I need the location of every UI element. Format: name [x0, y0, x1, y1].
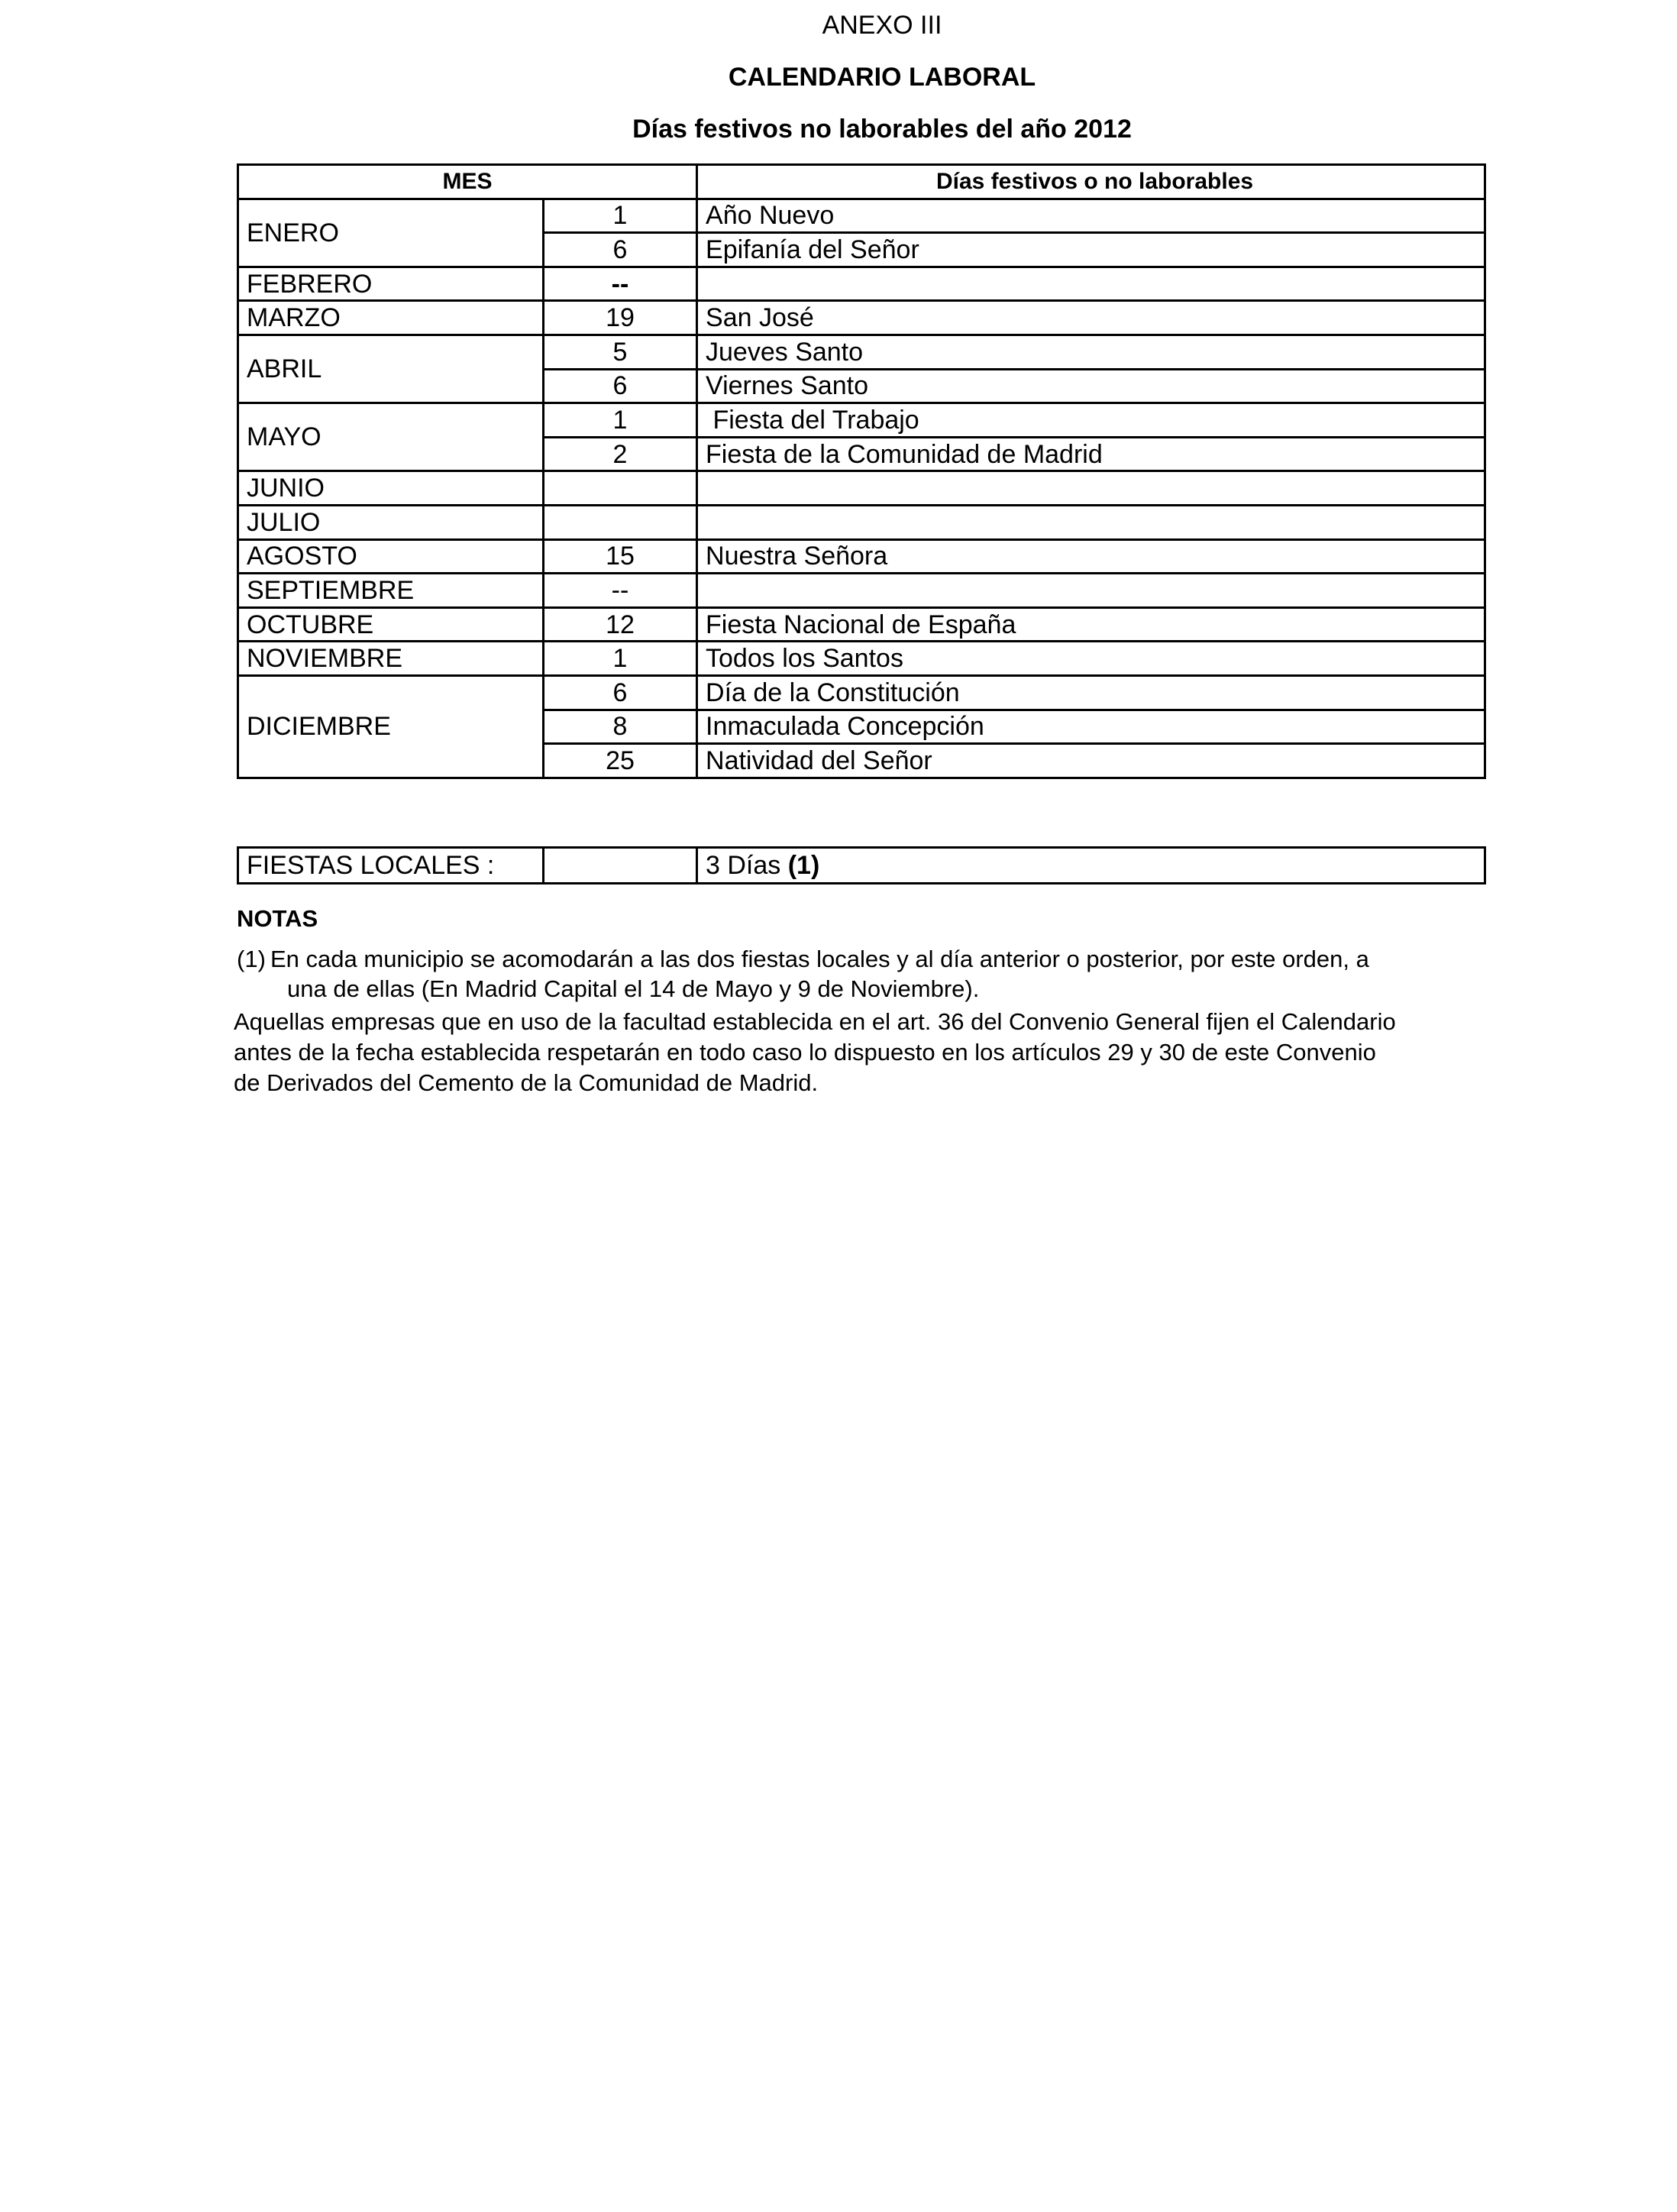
month-cell: JUNIO	[238, 471, 544, 506]
document-title: CALENDARIO LABORAL	[728, 63, 1036, 92]
table-row	[238, 301, 1485, 335]
local-holidays-row	[238, 848, 1485, 884]
month-cell: OCTUBRE	[238, 607, 544, 642]
day-cell: 12	[544, 607, 697, 642]
day-cell	[544, 505, 697, 539]
day-cell	[544, 471, 697, 506]
month-cell: ENERO	[238, 199, 544, 267]
notes-paragraph	[234, 1007, 1486, 1098]
month-cell: MAYO	[238, 403, 544, 471]
day-cell: 6	[544, 233, 697, 267]
local-holidays-label: FIESTAS LOCALES :	[238, 848, 544, 884]
notes-paragraph-line-3: de Derivados del Cemento de la Comunidad de Madrid.	[234, 1069, 819, 1096]
day-cell: 6	[544, 675, 697, 710]
holiday-name-cell: Fiesta de la Comunidad de Madrid	[697, 437, 1485, 471]
note-1-line-2: una de ellas (En Madrid Capital el 14 de Mayo y 9 de Noviembre).	[287, 975, 980, 1002]
column-header-holidays: Días festivos o no laborables	[697, 165, 1485, 199]
table-row	[238, 642, 1485, 676]
holiday-name-cell	[697, 471, 1485, 506]
day-cell: --	[544, 574, 697, 608]
holiday-name-cell: Inmaculada Concepción	[697, 710, 1485, 744]
holiday-name-cell: Día de la Constitución	[697, 675, 1485, 710]
day-cell: 1	[544, 642, 697, 676]
holiday-name-cell: Fiesta del Trabajo	[697, 403, 1485, 438]
holiday-name-cell: Epifanía del Señor	[697, 233, 1485, 267]
day-cell: 1	[544, 199, 697, 233]
table-row	[238, 199, 1485, 233]
month-cell: MARZO	[238, 301, 544, 335]
day-cell: --	[544, 267, 697, 301]
holiday-name-cell: Todos los Santos	[697, 642, 1485, 676]
table-row	[238, 505, 1485, 539]
holiday-name-cell	[697, 574, 1485, 608]
month-cell: FEBRERO	[238, 267, 544, 301]
document-subtitle: Días festivos no laborables del año 2012	[632, 115, 1132, 144]
note-1-number: (1)	[237, 946, 266, 972]
month-cell: AGOSTO	[238, 539, 544, 574]
table-row	[238, 403, 1485, 438]
day-cell: 25	[544, 744, 697, 778]
day-cell: 8	[544, 710, 697, 744]
holiday-name-cell: Viernes Santo	[697, 369, 1485, 403]
day-cell: 1	[544, 403, 697, 438]
table-row	[238, 675, 1485, 710]
month-cell: SEPTIEMBRE	[238, 574, 544, 608]
table-row	[238, 335, 1485, 369]
holiday-name-cell	[697, 505, 1485, 539]
table-body	[238, 199, 1485, 778]
table-row	[238, 607, 1485, 642]
month-cell: JULIO	[238, 505, 544, 539]
local-holidays-table	[237, 846, 1486, 884]
table-row	[238, 539, 1485, 574]
holiday-name-cell: Fiesta Nacional de España	[697, 607, 1485, 642]
table-row	[238, 267, 1485, 301]
holiday-name-cell: Nuestra Señora	[697, 539, 1485, 574]
day-cell: 2	[544, 437, 697, 471]
holiday-name-cell: Natividad del Señor	[697, 744, 1485, 778]
local-holidays-empty-cell	[544, 848, 697, 884]
holiday-name-cell: Año Nuevo	[697, 199, 1485, 233]
local-holidays-value-cell	[697, 848, 1485, 884]
month-cell: ABRIL	[238, 335, 544, 403]
annex-heading: ANEXO III	[822, 11, 942, 40]
local-holidays-days: 3 Días	[706, 851, 781, 880]
day-cell: 15	[544, 539, 697, 574]
holiday-name-cell: Jueves Santo	[697, 335, 1485, 369]
holiday-calendar-table	[237, 163, 1486, 779]
table-row	[238, 574, 1485, 608]
local-holidays-note-ref: (1)	[787, 851, 820, 880]
month-cell: DICIEMBRE	[238, 675, 544, 778]
notes-paragraph-line-2: antes de la fecha establecida respetarán en todo caso lo dispuesto en los artículos 29 y 30 de este Convenio	[234, 1039, 1376, 1066]
column-header-month: MES	[238, 165, 697, 199]
holiday-name-cell	[697, 267, 1485, 301]
table-row	[238, 471, 1485, 506]
month-cell: NOVIEMBRE	[238, 642, 544, 676]
day-cell: 19	[544, 301, 697, 335]
day-cell: 6	[544, 369, 697, 403]
notes-heading: NOTAS	[237, 905, 318, 932]
table-header-row	[238, 165, 1485, 199]
note-1-line-1: En cada municipio se acomodarán a las dos fiestas locales y al día anterior o posterior, por este orden, a	[270, 946, 1369, 972]
notes-paragraph-line-1: Aquellas empresas que en uso de la facultad establecida en el art. 36 del Convenio General fijen el Calendario	[234, 1008, 1396, 1035]
holiday-name-cell: San José	[697, 301, 1485, 335]
day-cell: 5	[544, 335, 697, 369]
